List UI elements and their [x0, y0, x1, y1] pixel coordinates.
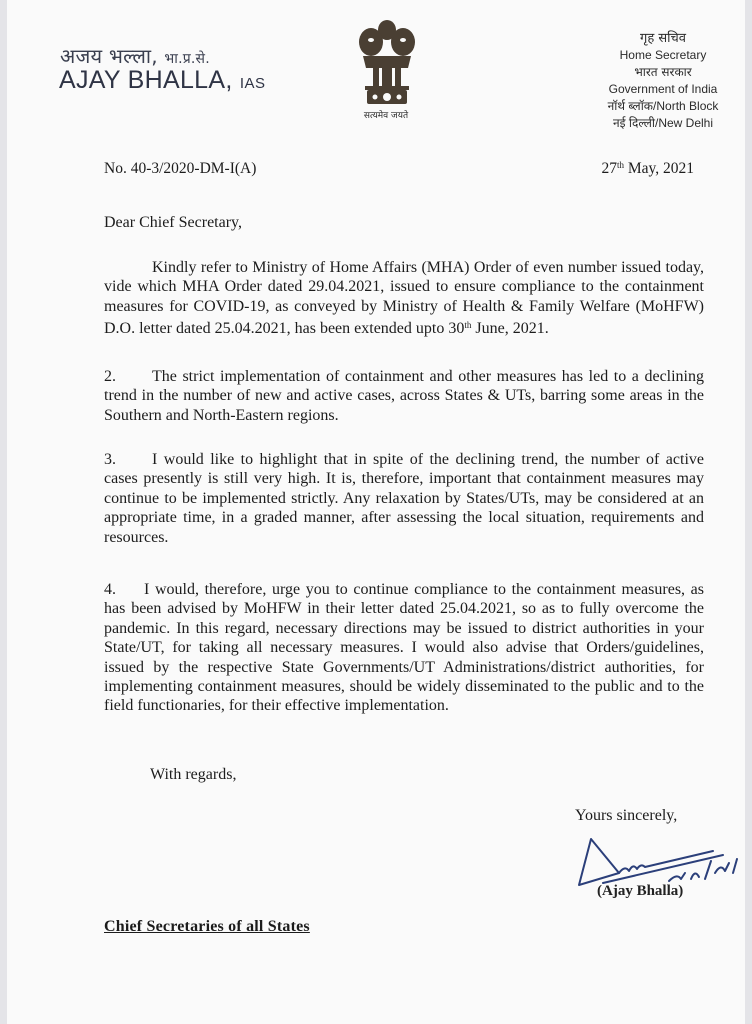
paragraph-text: I would like to highlight that in spite of the declining trend, the number of active cases presently is still very high. It is, therefore, important that containment measures may continue to be implemented strictly. Any relaxation by States/UTs, may be considered at an appropriate time, in a graded manner, after assessing the local situation, requirements and resources. — [104, 451, 704, 546]
salutation: Dear Chief Secretary, — [104, 214, 242, 231]
paragraph-1 — [104, 258, 704, 339]
name-english: AJAY BHALLA, — [59, 66, 233, 94]
paragraph-3 — [104, 450, 704, 547]
date-month-year: May, 2021 — [623, 160, 694, 177]
ordinal-suffix: th — [464, 320, 472, 331]
addressee: Chief Secretaries of all States — [104, 918, 310, 935]
letter-date — [601, 160, 694, 178]
signatory-name: (Ajay Bhalla) — [597, 883, 684, 899]
designation-hindi: गृह सचिव — [640, 31, 686, 46]
letterhead-office-block — [583, 30, 743, 132]
letterhead-name-english — [59, 66, 266, 95]
date-day: 27 — [601, 160, 617, 177]
government-english: Government of India — [608, 82, 718, 96]
letter-page — [7, 0, 745, 1024]
office-location: नॉर्थ ब्लॉक/North Block — [607, 99, 719, 113]
government-hindi: भारत सरकार — [634, 65, 692, 79]
date-suffix: th — [616, 160, 624, 170]
paragraph-2 — [104, 367, 704, 425]
name-hindi: अजय भल्ला, — [60, 44, 158, 68]
reference-number: No. 40-3/2020-DM-I(A) — [104, 160, 257, 177]
paragraph-number: 2. — [104, 368, 116, 385]
paragraph-text: Kindly refer to Ministry of Home Affairs (MHA) Order of even number issued today, vide which MHA Order dated 29.04.2021, issued to ensure compliance to the containment measures for COVID-19, as conveyed by Ministry of Health & Family Welfare (MoHFW) D.O. letter dated 25.04.2021, has been extended upto 30 — [104, 259, 704, 338]
paragraph-text: June, 2021. — [471, 320, 549, 338]
closing-regards: With regards, — [150, 766, 237, 783]
paragraph-text: I would, therefore, urge you to continue compliance to the containment measures, as has been advised by MoHFW in their letter dated 25.04.2021, so as to fully overcome the pandemic. In this regard, necessary directions may be issued to district authorities in your State/UT, for taking all necessary measures. I would also advise that Orders/guidelines, issued by the respective State Governments/UT Administrations/district authorities, for implementing containment measures, should be widely disseminated to the public and to the field functionaries, for their effective implementation. — [104, 581, 704, 715]
sign-off: Yours sincerely, — [575, 807, 678, 824]
paragraph-4 — [104, 580, 704, 716]
service-hindi: भा.प्र.से. — [164, 51, 210, 67]
designation-english: Home Secretary — [619, 48, 707, 62]
paragraph-number: 4. — [104, 581, 116, 598]
service-english: IAS — [239, 75, 266, 92]
paragraph-number: 3. — [104, 451, 116, 468]
emblem-motto: सत्यमेव जयते — [363, 111, 409, 121]
paragraph-text: The strict implementation of containment and other measures has led to a declining trend in the number of new and active cases, across States & UTs, barring some areas in the Southern and North-Eastern regions. — [104, 368, 704, 424]
national-emblem-icon — [351, 16, 423, 120]
city: नई दिल्ली/New Delhi — [612, 116, 714, 130]
letterhead-name-hindi — [60, 42, 210, 69]
